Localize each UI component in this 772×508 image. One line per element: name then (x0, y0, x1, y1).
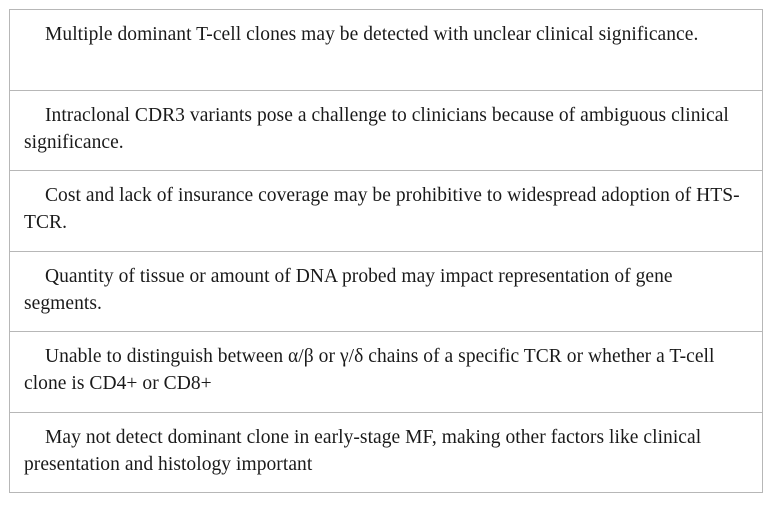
table-row (9, 171, 763, 252)
table-cell-text: Unable to distinguish between α/β or γ/δ chains of a specific TCR or whether a T-cell clone is CD4+ or CD8+ (24, 346, 715, 394)
table-row (9, 91, 763, 172)
table-cell-text: Intraclonal CDR3 variants pose a challenge to clinicians because of ambiguous clinical significance. (24, 104, 729, 153)
limitations-table (9, 9, 763, 493)
table-row (9, 10, 763, 91)
table-row (9, 413, 763, 494)
table-cell-text: May not detect dominant clone in early-stage MF, making other factors like clinical presentation and histology important (24, 426, 702, 475)
table-cell-text: Cost and lack of insurance coverage may be prohibitive to widespread adoption of HTS-TCR. (24, 185, 740, 233)
table-row (9, 332, 763, 413)
table-cell-text: Quantity of tissue or amount of DNA probed may impact representation of gene segments. (24, 265, 673, 314)
table-row (9, 252, 763, 333)
table-cell-text: Multiple dominant T-cell clones may be detected with unclear clinical significance. (45, 24, 699, 45)
